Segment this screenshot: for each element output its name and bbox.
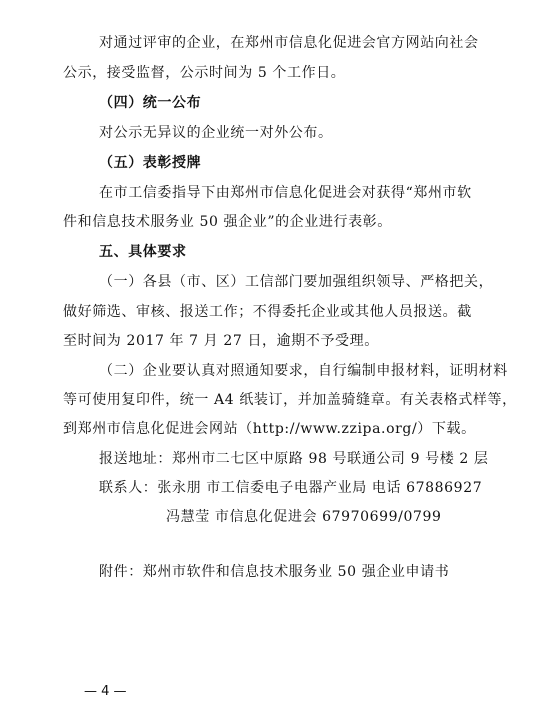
section-heading: 五、具体要求 xyxy=(99,244,187,260)
requirement-line: 至时间为 2017 年 7 月 27 日，逾期不予受理。 xyxy=(63,333,379,349)
paragraph-line: 对通过评审的企业，在郑州市信息化促进会官方网站向社会 xyxy=(99,35,479,51)
paragraph-line: 在市工信委指导下由郑州市信息化促进会对获得“郑州市软 xyxy=(99,185,472,201)
page-number: — 4 — xyxy=(84,684,127,699)
contact-line: 冯慧莹 市信息化促进会 67970699/0799 xyxy=(166,509,442,525)
paragraph-line: 对公示无异议的企业统一对外公布。 xyxy=(99,125,333,141)
contact-line: 联系人：张永朋 市工信委电子电器产业局 电话 67886927 xyxy=(99,480,483,496)
requirement-line: 到郑州市信息化促进会网站（http://www.zzipa.org/）下载。 xyxy=(63,421,476,437)
paragraph-line: 公示，接受监督，公示时间为 5 个工作日。 xyxy=(63,65,346,81)
requirement-line: 等可使用复印件，统一 A4 纸装订，并加盖骑缝章。有关表格式样等， xyxy=(63,392,517,408)
requirement-line: （二）企业要认真对照通知要求，自行编制申报材料，证明材料 xyxy=(99,363,508,379)
subheading-4: （四）统一公布 xyxy=(99,95,202,111)
attachment-line: 附件：郑州市软件和信息技术服务业 50 强企业申请书 xyxy=(99,564,450,580)
requirement-line: （一）各县（市、区）工信部门要加强组织领导、严格把关， xyxy=(99,274,494,290)
requirement-line: 做好筛选、审核、报送工作；不得委托企业或其他人员报送。截 xyxy=(63,304,472,320)
subheading-5: （五）表彰授牌 xyxy=(99,155,202,171)
paragraph-line: 件和信息技术服务业 50 强企业”的企业进行表彰。 xyxy=(63,214,392,230)
address-line: 报送地址：郑州市二七区中原路 98 号联通公司 9 号楼 2 层 xyxy=(99,451,489,467)
